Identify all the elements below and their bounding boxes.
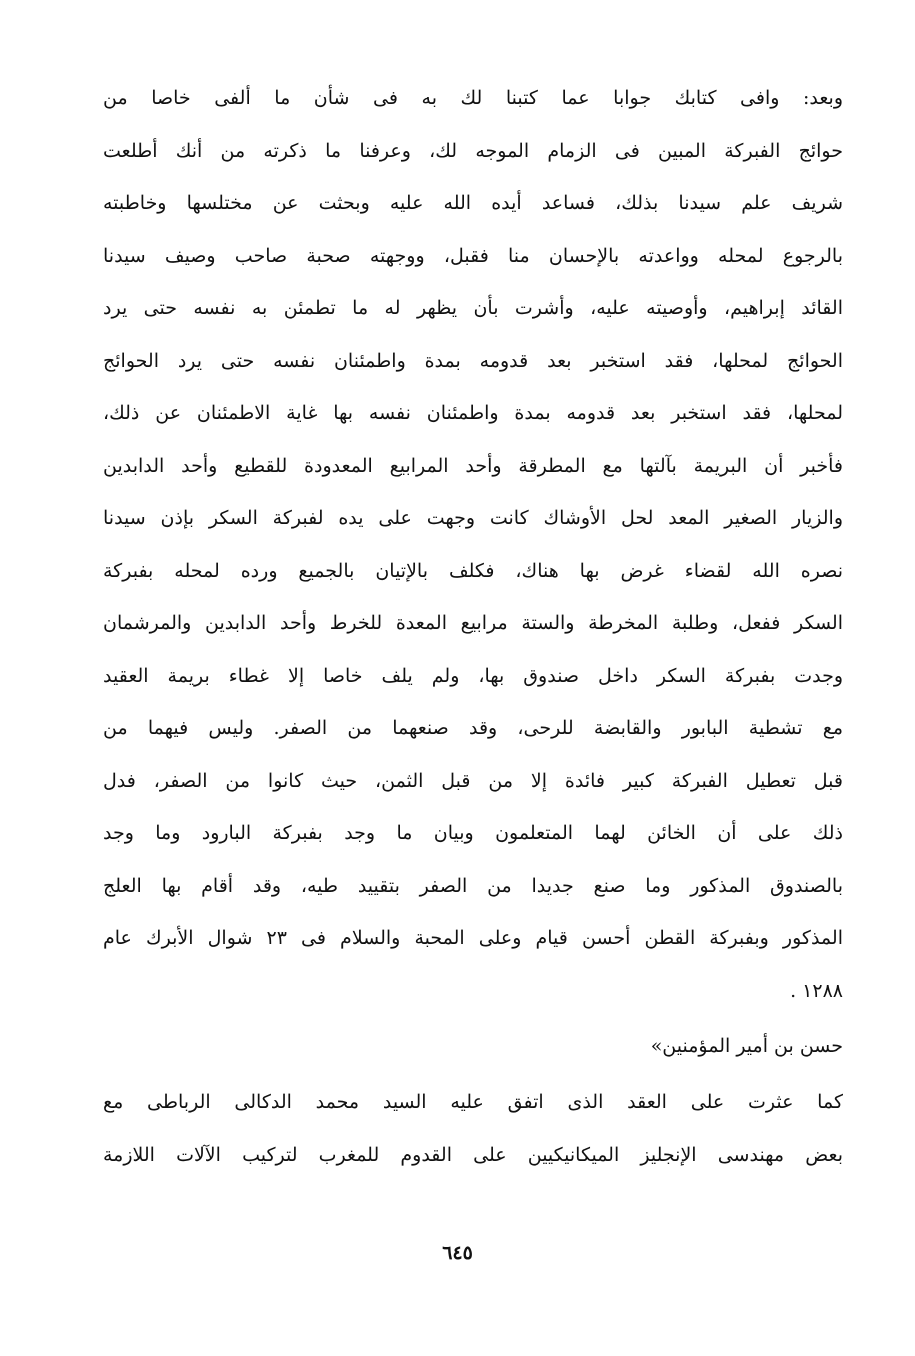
contract-paragraph	[103, 1076, 843, 1181]
text-line: القائد إبراهيم، وأوصيته عليه، وأشرت بأن يظهر له ما تطمئن به نفسه حتى يرد	[103, 297, 843, 319]
text-line: فأخبر أن البريمة بآلتها مع المطرقة وأحد المرابيع المعدودة للقطيع وأحد الدابدين	[103, 454, 843, 477]
text-line: بالصندوق المذكور وما صنع جديدا من الصفر بتقييد طيه، وقد أقام بها العلج	[103, 874, 843, 897]
text-line: نصره الله لقضاء غرض بها هناك، فكلف بالإتيان بالجميع ورده لمحله بفبركة	[103, 559, 843, 582]
text-line: قبل تعطيل الفبركة كبير فائدة إلا من قبل الثمن، حيث كانوا من الصفر، فدل	[103, 769, 843, 792]
text-line: مع تشطية البابور والقابضة للرحى، وقد صنعهما من الصفر. وليس فيهما من	[103, 717, 843, 739]
text-line: شريف علم سيدنا بذلك، فساعد أيده الله عليه وبحثت عن مختلسها وخاطبته	[103, 192, 843, 214]
text-line: والزيار الصغير المعد لحل الأوشاك كانت وجهت على يده لفبركة السكر بإذن سيدنا	[103, 507, 843, 529]
text-line: الحوائج لمحلها، فقد استخبر بعد قدومه بمدة واطمئنان نفسه حتى يرد الحوائج	[103, 349, 843, 372]
text-line: السكر ففعل، وطلبة المخرطة والستة مرابيع المعدة للخرط وأحد الدابدين والمرشمان	[103, 612, 843, 634]
text-line: بعض مهندسى الإنجليز الميكانيكيين على القدوم للمغرب لتركيب الآلات اللازمة	[103, 1143, 843, 1166]
text-line: وجدت بفبركة السكر داخل صندوق بها، ولم يلف خاصا إلا غطاء بريمة العقيد	[103, 664, 843, 687]
letter-signature: حسن بن أمير المؤمنين»	[650, 1035, 843, 1057]
text-line: المذكور وبفبركة القطن أحسن قيام وعلى المحبة والسلام فى ٢٣ شوال الأبرك عام	[103, 927, 843, 949]
text-line: حوائج الفبركة المبين فى الزمام الموجه لك، وعرفنا ما ذكرته من أنك أطلعت	[103, 139, 843, 162]
text-line: وبعد: وافى كتابك جوابا عما كتبنا لك به فى شأن ما ألفى خاصا من	[103, 87, 843, 109]
text-line: كما عثرت على العقد الذى اتفق عليه السيد محمد الدكالى الرباطى مع	[103, 1091, 843, 1113]
letter-paragraph	[103, 72, 843, 1017]
page-number: ٦٤٥	[442, 1242, 473, 1264]
text-line: بالرجوع لمحله وواعدته بالإحسان منا فقبل، ووجهته صحبة صاحب وصيف سيدنا	[103, 244, 843, 267]
text-line: لمحلها، فقد استخبر بعد قدومه بمدة واطمئنان نفسه بها غاية الاطمئنان عن ذلك،	[103, 402, 843, 424]
text-line: ذلك على أن الخائن لهما المتعلمون وبيان ما وجد بفبركة البارود وما وجد	[103, 822, 843, 844]
text-line-date: ١٢٨٨ .	[790, 979, 843, 1002]
